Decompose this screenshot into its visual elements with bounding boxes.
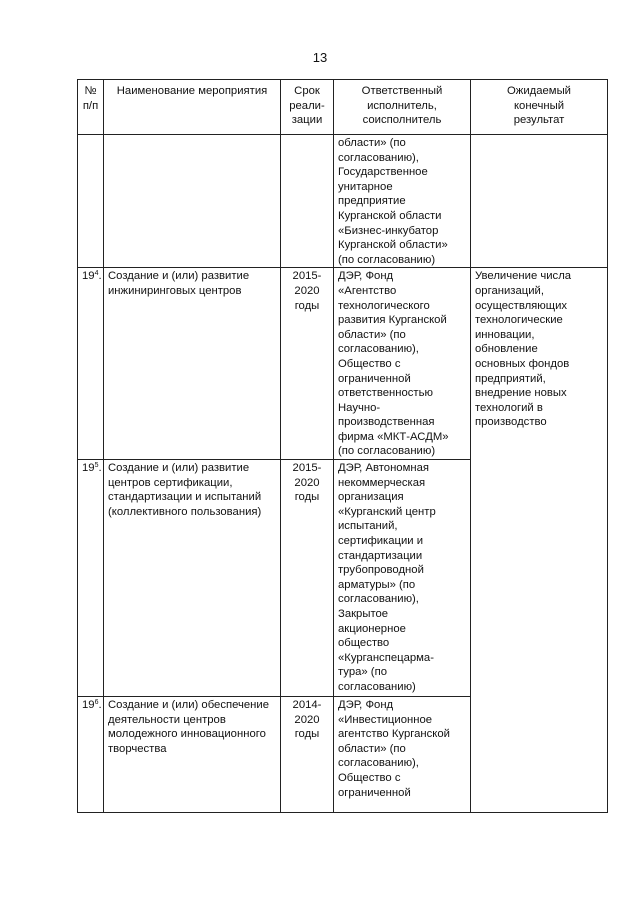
- cell-responsible: ДЭР, Автономная некоммерческая организация «Курганский центр испытаний, сертификации и стандартизации трубопроводной арматуры» (по согласованию), Закрытое акционерное общество «Курганспецарма- тура» (по согласованию): [334, 460, 471, 697]
- header-result: Ожидаемый конечный результат: [471, 80, 608, 135]
- cell-term: [281, 135, 334, 268]
- cell-number: [78, 135, 104, 268]
- row-number: 19: [82, 699, 95, 712]
- header-activity-name: Наименование мероприятия: [104, 80, 281, 135]
- header-responsible: Ответственный исполнитель, соисполнитель: [334, 80, 471, 135]
- row-number: 19: [82, 462, 95, 475]
- cell-term: 2015- 2020 годы: [281, 460, 334, 697]
- cell-name: Создание и (или) обеспечение деятельности центров молодежного инновационного творчества: [104, 697, 281, 813]
- cell-result: [471, 135, 608, 268]
- cell-number: $19^6$.: [78, 697, 104, 813]
- row-number-superscript: 6: [94, 699, 99, 707]
- cell-term: 2015- 2020 годы: [281, 268, 334, 460]
- cell-number: $19^4$.: [78, 268, 104, 460]
- table-row-continuation: [78, 135, 608, 268]
- header-number: № п/п: [78, 80, 104, 135]
- table-header-row: [78, 80, 608, 135]
- cell-name: Создание и (или) развитие центров сертификации, стандартизации и испытаний (коллективного пользования): [104, 460, 281, 697]
- cell-responsible: области» (по согласованию), Государственное унитарное предприятие Курганской области «Бизнес-инкубатор Курганской области» (по согласованию): [334, 135, 471, 268]
- header-term: Срок реали- зации: [281, 80, 334, 135]
- row-number-superscript: 5: [94, 462, 99, 470]
- row-number-superscript: 4: [94, 270, 99, 278]
- page-number: 13: [312, 50, 328, 65]
- cell-responsible: ДЭР, Фонд «Агентство технологического развития Курганской области» (по согласованию), Общество с ограниченной ответственностью Научно- производственная фирма «МКТ-АСДМ» (по согласованию): [334, 268, 471, 460]
- cell-number: $19^5$.: [78, 460, 104, 697]
- activities-table: [77, 79, 608, 813]
- cell-name: [104, 135, 281, 268]
- cell-term: 2014- 2020 годы: [281, 697, 334, 813]
- cell-responsible: ДЭР, Фонд «Инвестиционное агентство Курганской области» (по согласованию), Общество с ограниченной: [334, 697, 471, 813]
- table-row: [78, 268, 608, 460]
- cell-name: Создание и (или) развитие инжиниринговых центров: [104, 268, 281, 460]
- row-number: 19: [82, 270, 95, 283]
- cell-result: Увеличение числа организаций, осуществляющих технологические инновации, обновление основных фондов предприятий, внедрение новых технологий в производство: [471, 268, 608, 813]
